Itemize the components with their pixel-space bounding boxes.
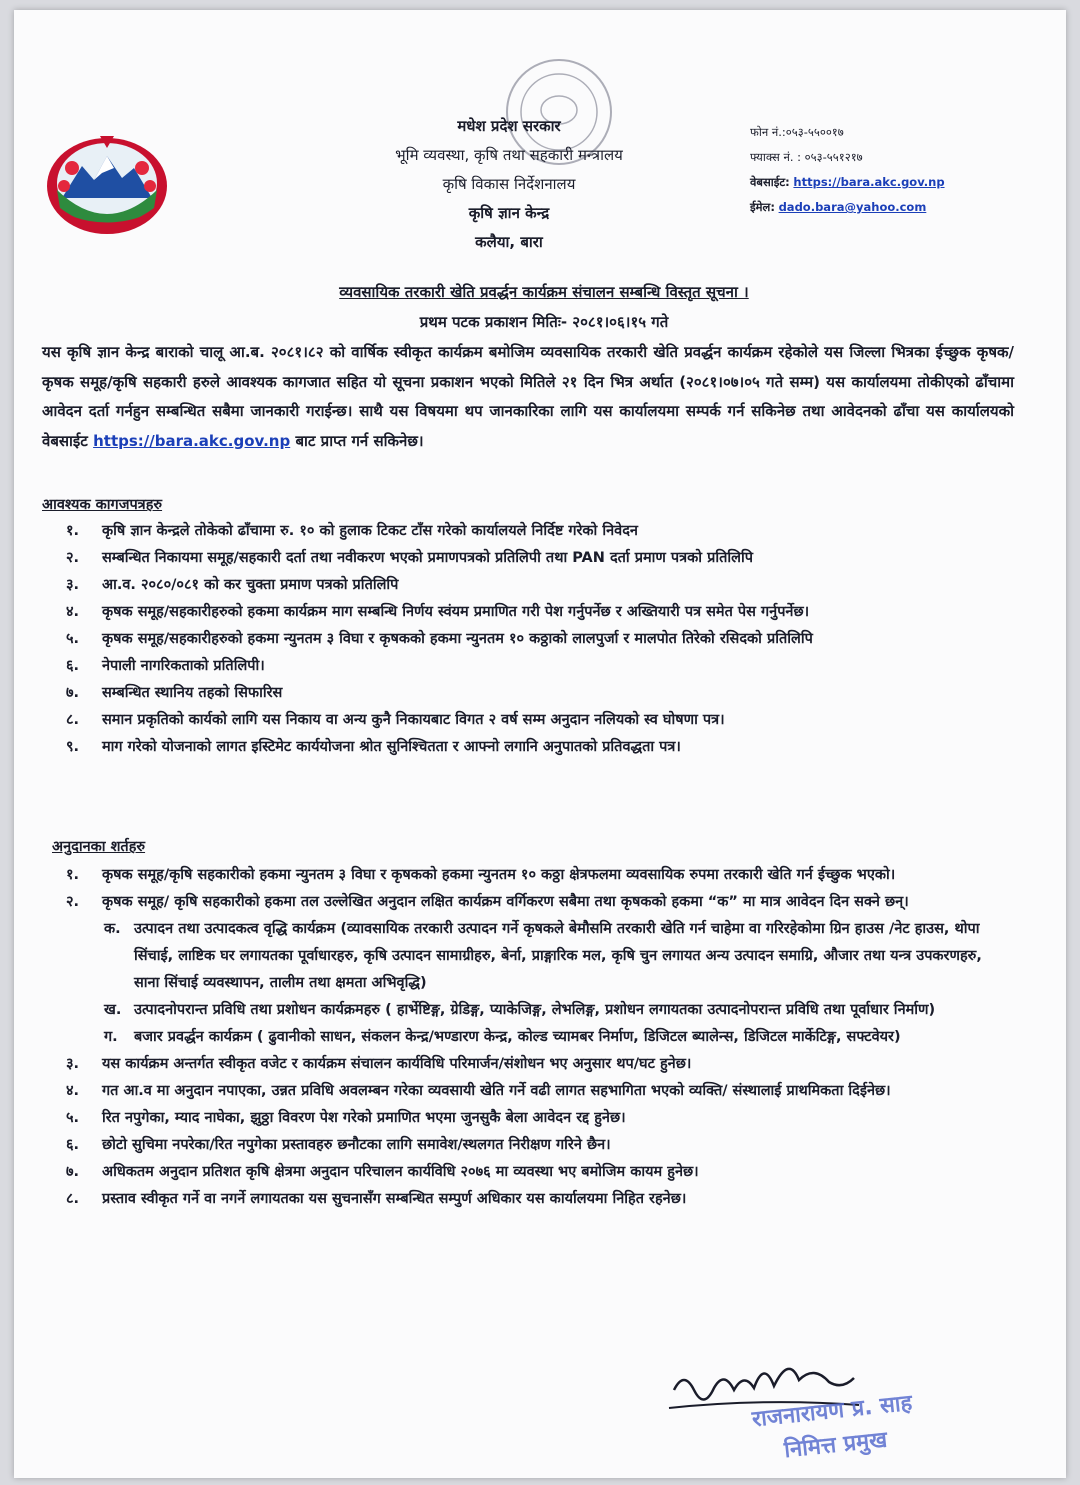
item-number: ४. xyxy=(66,1083,80,1099)
documents-heading: आवश्यक कागजपत्रहरु xyxy=(42,497,163,513)
condition-sub-item xyxy=(42,916,1010,997)
sub-item-text: बजार प्रवर्द्धन कार्यक्रम ( ढुवानीको साधन, संकलन केन्द्र/भण्डारण केन्द्र, कोल्ड च्यामबर निर्माण, डिजिटल ब्यालेन्स, डिजिटल मार्केटिङ्ग, सफ्टवेयर) xyxy=(134,1029,901,1045)
sub-item-text: उत्पादनोपरान्त प्रविधि तथा प्रशोधन कार्यक्रमहरु ( हार्भेष्टिङ्ग, ग्रेडिङ्ग, प्याकेजिङ्ग, लेभलिङ्ग, प्रशोधन लगायतका उत्पादनोपरान्त प्रविधि तथा पूर्वाधार निर्माण) xyxy=(134,1002,936,1018)
item-text: समान प्रकृतिको कार्यको लागि यस निकाय वा अन्य कुनै निकायबाट विगत २ वर्ष सम्म अनुदान नलियको स्व घोषणा पत्र। xyxy=(102,712,725,728)
website-link[interactable]: https://bara.akc.gov.np xyxy=(793,175,945,189)
office-line-location: कलैया, बारा xyxy=(475,233,543,251)
signatory-name: राजनारायण प्र. साह xyxy=(750,1390,914,1433)
condition-sub-item xyxy=(42,1024,1010,1051)
item-text: रित नपुगेका, म्याद नाघेका, झुठ्ठा विवरण पेश गरेको प्रमाणित भएमा जुनसुकै बेला आवेदन रद्द हुनेछ। xyxy=(102,1110,626,1126)
conditions-list xyxy=(42,862,1010,1213)
item-number: ६. xyxy=(66,658,80,674)
office-line-centre: कृषि ज्ञान केन्द्र xyxy=(468,204,550,222)
condition-sub-item xyxy=(42,997,1010,1024)
condition-item xyxy=(42,1105,1010,1132)
fax-number: फ्याक्स नं. : ०५३-५५१२१७ xyxy=(750,150,863,164)
item-number: २. xyxy=(66,894,80,910)
item-text: कृषक समूह/सहकारीहरुको हकमा कार्यक्रम माग सम्बन्धि निर्णय स्वंयम प्रमाणित गरी पेश गर्नुपर्नेछ र अख्तियारी पत्र समेत पेस गर्नुपर्नेछ। xyxy=(102,604,810,620)
phone-number: फोन नं.:०५३-५५००१७ xyxy=(750,125,844,139)
office-line-directorate: कृषि विकास निर्देशनालय xyxy=(442,175,576,193)
document-item xyxy=(42,626,1010,653)
item-text: माग गरेको योजनाको लागत इस्टिमेट कार्ययोजना श्रोत सुनिश्चितता र आफ्नो लगानि अनुपातको प्रतिवद्धता पत्र। xyxy=(102,739,681,755)
sub-item-number: ग. xyxy=(104,1029,118,1045)
item-text: अधिकतम अनुदान प्रतिशत कृषि क्षेत्रमा अनुदान परिचालन कार्यविधि २०७६ मा व्यवस्था भए बमोजिम कायम हुनेछ। xyxy=(102,1164,699,1180)
condition-item xyxy=(42,1132,1010,1159)
item-text: छोटो सुचिमा नपरेका/रित नपुगेका प्रस्तावहरु छनौटका लागि समावेश/स्थलगत निरीक्षण गरिने छैन। xyxy=(102,1137,611,1153)
item-text: गत आ.व मा अनुदान नपाएका, उन्नत प्रविधि अवलम्बन गरेका व्यवसायी खेति गर्ने वढी लागत सहभागिता भएको व्यक्ति/ संस्थालाई प्राथमिकता दिईनेछ। xyxy=(102,1083,891,1099)
item-number: ४. xyxy=(66,604,80,620)
conditions-heading: अनुदानका शर्तहरु xyxy=(52,839,146,855)
document-item xyxy=(42,599,1010,626)
document-item xyxy=(42,734,1010,761)
condition-item xyxy=(42,1186,1010,1213)
intro-website-link[interactable]: https://bara.akc.gov.np xyxy=(93,431,291,450)
condition-item xyxy=(42,862,1010,889)
condition-item xyxy=(42,1159,1010,1186)
website-label: वेबसाईट: xyxy=(750,175,790,189)
publication-date: प्रथम पटक प्रकाशन मितिः- २०८१।०६।१५ गते xyxy=(419,313,669,331)
notice-subject: व्यवसायिक तरकारी खेति प्रवर्द्धन कार्यक्रम संचालन सम्बन्धि विस्तृत सूचना । xyxy=(339,283,749,301)
document-item xyxy=(42,572,1010,599)
item-text: नेपाली नागरिकताको प्रतिलिपी। xyxy=(102,658,265,674)
intro-paragraph xyxy=(42,338,1014,456)
item-number: ७. xyxy=(66,1164,80,1180)
condition-item xyxy=(42,1078,1010,1105)
condition-item xyxy=(42,889,1010,916)
item-number: ७. xyxy=(66,685,80,701)
email-link[interactable]: dado.bara@yahoo.com xyxy=(778,200,927,214)
sub-item-number: क. xyxy=(104,921,121,937)
item-number: १. xyxy=(66,523,80,539)
item-number: ३. xyxy=(66,577,80,593)
item-number: ८. xyxy=(66,712,80,728)
sub-item-text: उत्पादन तथा उत्पादकत्व वृद्धि कार्यक्रम (व्यावसायिक तरकारी उत्पादन गर्ने कृषकले बेमौसमि तरकारी खेति गर्न चाहेमा वा गरिरहेकोमा ग्रिन हाउस /नेट हाउस, थोपा सिंचाई, लाष्टिक घर लगायतका पूर्वाधारहरु, कृषि उत्पादन सामाग्रीहरु, बेर्ना, प्राङ्गारिक मल, कृषि चुन लगायत अन्य उत्पादन समाग्रि, औजार तथा यन्त्र उपकरणहरु, साना सिंचाई व्यवस्थापन, तालीम तथा क्षमता अभिवृद्धि) xyxy=(134,921,982,991)
item-text: सम्बन्धित स्थानिय तहको सिफारिस xyxy=(102,685,283,701)
nepal-emblem-icon xyxy=(42,128,172,238)
item-number: ६. xyxy=(66,1137,80,1153)
document-item xyxy=(42,545,1010,572)
item-text: प्रस्ताव स्वीकृत गर्ने वा नगर्ने लगायतका यस सुचनासँग सम्बन्धित सम्पुर्ण अधिकार यस कार्यालयमा निहित रहनेछ। xyxy=(102,1191,687,1207)
item-text: कृषि ज्ञान केन्द्रले तोकेको ढाँचामा रु. १० को हुलाक टिकट टाँस गरेको कार्यालयले निर्दिष्ट गरेको निवेदन xyxy=(102,523,638,539)
item-number: ५. xyxy=(66,1110,80,1126)
contact-block xyxy=(750,120,980,220)
item-number: ५. xyxy=(66,631,80,647)
document-item xyxy=(42,518,1010,545)
email-row xyxy=(750,195,980,220)
intro-text: यस कृषि ज्ञान केन्द्र बाराको चालू आ.ब. २०८१।८२ को वार्षिक स्वीकृत कार्यक्रम बमोजिम व्यवसायिक तरकारी खेति प्रवर्द्धन कार्यक्रम रहेकोले यस जिल्ला भित्रका ईच्छुक कृषक/कृषक समूह/कृषि सहकारी हरुले आवश्यक कागजात सहित यो सूचना प्रकाशन भएको मितिले २१ दिन भित्र अर्थात (२०८१।०७।०५ गते सम्म) यस कार्यालयमा तोकीएको ढाँचामा आवेदन दर्ता गर्नहुन सम्बन्धित सबैमा जानकारी गराईन्छ। साथै यस विषयमा थप जानकारिका लागि यस कार्यालयमा सम्पर्क गर्न सकिनेछ तथा आवेदनको ढाँचा यस कार्यालयको वेबसाईट xyxy=(42,343,1014,450)
document-item xyxy=(42,680,1010,707)
item-text: कृषक समूह/सहकारीहरुको हकमा न्युनतम ३ विघा र कृषकको हकमा न्युनतम १० कठ्ठाको लालपुर्जा र मालपोत तिरेको रसिदको प्रतिलिपि xyxy=(102,631,813,647)
document-item xyxy=(42,707,1010,734)
item-text: यस कार्यक्रम अन्तर्गत स्वीकृत वजेट र कार्यक्रम संचालन कार्यविधि परिमार्जन/संशोधन भए अनुसार थप/घट हुनेछ। xyxy=(102,1056,692,1072)
signatory-title: निमित्त प्रमुख xyxy=(783,1427,889,1464)
item-number: ९. xyxy=(66,739,80,755)
sub-item-number: ख. xyxy=(104,1002,122,1018)
item-number: १. xyxy=(66,867,80,883)
item-number: ८. xyxy=(66,1191,80,1207)
office-line-ministry: भूमि व्यवस्था, कृषि तथा सहकारी मन्त्रालय xyxy=(395,146,623,164)
document-item xyxy=(42,653,1010,680)
condition-item xyxy=(42,1051,1010,1078)
item-number: २. xyxy=(66,550,80,566)
office-line-government: मधेश प्रदेश सरकार xyxy=(457,117,561,135)
item-number: ३. xyxy=(66,1056,80,1072)
intro-tail: बाट प्राप्त गर्न सकिनेछ। xyxy=(290,431,424,450)
item-text: सम्बन्धित निकायमा समूह/सहकारी दर्ता तथा नवीकरण भएको प्रमाणपत्रको प्रतिलिपी तथा PAN दर्ता प्रमाण पत्रको प्रतिलिपि xyxy=(102,550,753,566)
item-text: कृषक समूह/ कृषि सहकारीको हकमा तल उल्लेखित अनुदान लक्षित कार्यक्रम वर्गिकरण सबैमा तथा कृषकको हकमा “क” मा मात्र आवेदन दिन सक्ने छन्। xyxy=(102,894,909,910)
item-text: कृषक समूह/कृषि सहकारीको हकमा न्युनतम ३ विघा र कृषकको हकमा न्युनतम १० कठ्ठा क्षेत्रफलमा व्यवसायिक रुपमा तरकारी खेति गर्न ईच्छुक भएको। xyxy=(102,867,896,883)
notice-page xyxy=(14,10,1066,1478)
documents-list xyxy=(42,518,1010,761)
office-header xyxy=(344,112,674,257)
email-label: ईमेल: xyxy=(750,200,775,214)
website-row xyxy=(750,170,980,195)
item-text: आ.व. २०८०/०८१ को कर चुक्ता प्रमाण पत्रको प्रतिलिपि xyxy=(102,577,399,593)
